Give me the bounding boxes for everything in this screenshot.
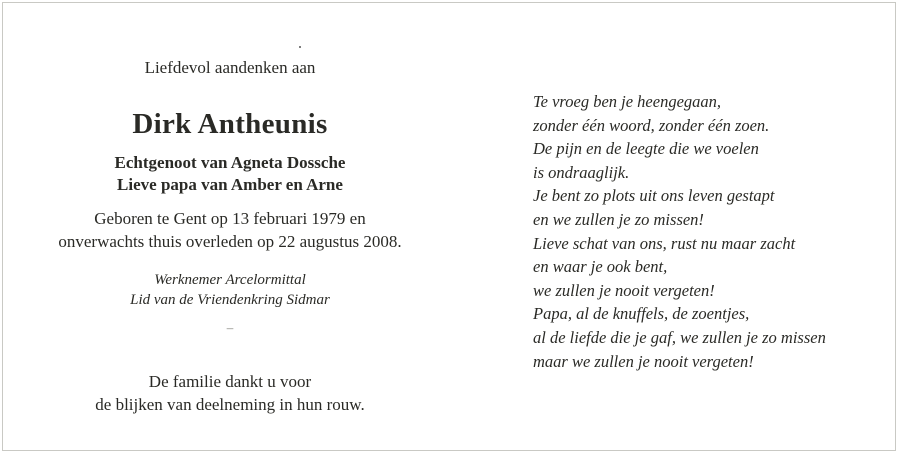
relation-line-spouse: Echtgenoot van Agneta Dossche [114,153,346,172]
born-line-1: Geboren te Gent op 13 februari 1979 en [94,209,366,228]
born-line-2: onverwachts thuis overleden op 22 augustus 2008. [58,232,402,251]
poem-line: we zullen je nooit vergeten! [533,280,715,300]
poem-line: Te vroeg ben je heengegaan, [533,92,722,111]
deceased-name: Dirk Antheunis [132,108,328,140]
thanks-line-1: De familie dankt u voor [148,372,312,391]
poem-line: en we zullen je zo missen! [533,209,704,229]
poem-line: Je bent zo plots uit ons leven gestapt [533,186,775,206]
separator-dash: – [226,320,234,335]
poem-line: is ondraaglijk. [533,162,630,182]
affiliation-employer: Werknemer Arcelormittal [154,272,306,288]
poem-line: en waar je ook bent, [533,257,668,277]
poem-line: zonder één woord, zonder één zoen. [533,115,770,135]
thanks-line-2: de blijken van deelneming in hun rouw. [95,395,365,414]
intro-text: Liefdevol aandenken aan [144,58,316,77]
poem-line: maar we zullen je nooit vergeten! [533,351,754,371]
poem-line: al de liefde die je gaf, we zullen je zo missen [533,327,826,347]
poem [533,90,826,373]
poem-line: De pijn en de leegte die we voelen [533,139,759,159]
poem-line: Lieve schat van ons, rust nu maar zacht [533,233,796,253]
affiliation-club: Lid van de Vriendenkring Sidmar [130,292,330,308]
relation-line-children: Lieve papa van Amber en Arne [117,175,343,194]
ink-speck [299,46,301,48]
poem-line: Papa, al de knuffels, de zoentjes, [533,304,750,324]
